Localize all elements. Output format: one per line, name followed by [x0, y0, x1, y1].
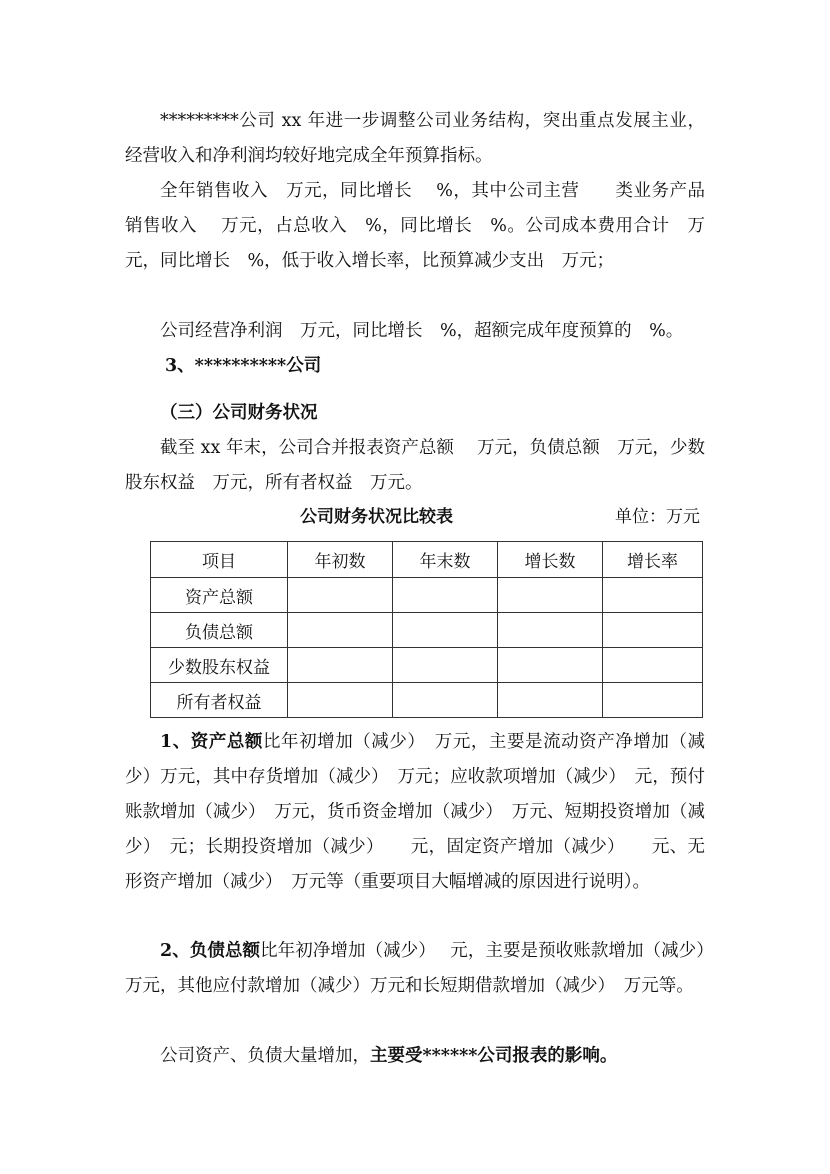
paragraph-profit: 公司经营净利润 万元，同比增长 %，超额完成年度预算的 %。 — [160, 321, 684, 341]
table-cell — [393, 683, 498, 718]
table-header-cell: 项目 — [151, 542, 288, 578]
table-row-label: 所有者权益 — [151, 683, 288, 718]
liabilities-text: 比年初净增加（减少） 元，主要是预收账款增加（减少）万元，其他应付款增加（减少）万元和长短期借款增加（减少） 万元等。 — [125, 941, 705, 996]
table-cell — [603, 613, 703, 648]
paragraph-year-end: 截至 xx 年末，公司合并报表资产总额 万元，负债总额 万元，少数股东权益 万元，所有者权益 万元。 — [125, 438, 705, 493]
table-unit: 单位：万元 — [615, 507, 700, 527]
assets-heading: 1、资产总额 — [160, 732, 263, 752]
table-cell — [288, 648, 393, 683]
paragraph-intro: *********公司 xx 年进一步调整公司业务结构，突出重点发展主业，经营收入和净利润均较好地完成全年预算指标。 — [125, 111, 705, 166]
table-row — [151, 613, 703, 648]
table-row-label: 少数股东权益 — [151, 648, 288, 683]
paragraph-assets — [125, 725, 705, 900]
table-cell — [498, 578, 603, 613]
table-cell — [393, 578, 498, 613]
assets-text: 比年初增加（减少） 万元，主要是流动资产净增加（减少）万元，其中存货增加（减少） 万元；应收款项增加（减少） 元，预付账款增加（减少） 万元，货币资金增加（减少） 万元、短期投资增加（减少） 元；长期投资增加（减少） 元，固定资产增加（减少） 元、无形资产增加（减少） 万元等（重要项目大幅增减的原因进行说明）。 — [125, 732, 705, 892]
section-heading-financial-status: （三）公司财务状况 — [160, 403, 318, 423]
table-row — [151, 578, 703, 613]
table-cell — [393, 613, 498, 648]
table-header-cell: 年末数 — [393, 542, 498, 578]
table-cell — [393, 648, 498, 683]
paragraph-liabilities — [125, 934, 705, 1004]
table-row — [151, 683, 703, 718]
table-cell — [498, 683, 603, 718]
table-row — [151, 648, 703, 683]
table-cell — [603, 578, 703, 613]
table-cell — [288, 683, 393, 718]
table-header-row — [151, 542, 703, 578]
table-row-label: 资产总额 — [151, 578, 288, 613]
item-heading-3: 3、**********公司 — [165, 356, 322, 376]
table-cell — [288, 613, 393, 648]
table-cell — [603, 683, 703, 718]
table-header-cell: 增长率 — [603, 542, 703, 578]
table-cell — [498, 613, 603, 648]
table-cell — [603, 648, 703, 683]
table-title: 公司财务状况比较表 — [300, 507, 453, 527]
table-cell — [498, 648, 603, 683]
table-row-label: 负债总额 — [151, 613, 288, 648]
conclusion-text: 公司资产、负债大量增加， — [160, 1046, 370, 1066]
paragraph-sales: 全年销售收入 万元，同比增长 %，其中公司主营 类业务产品销售收入 万元，占总收入 %，同比增长 %。公司成本费用合计 万元，同比增长 %，低于收入增长率，比预算减少支出 万元； — [125, 181, 705, 271]
liabilities-heading: 2、负债总额 — [160, 941, 261, 961]
paragraph-conclusion — [125, 1039, 705, 1074]
table-header-cell: 增长数 — [498, 542, 603, 578]
conclusion-bold-text: 主要受******公司报表的影响。 — [370, 1046, 618, 1066]
table-header-cell: 年初数 — [288, 542, 393, 578]
table-cell — [288, 578, 393, 613]
financial-comparison-table — [150, 541, 703, 718]
